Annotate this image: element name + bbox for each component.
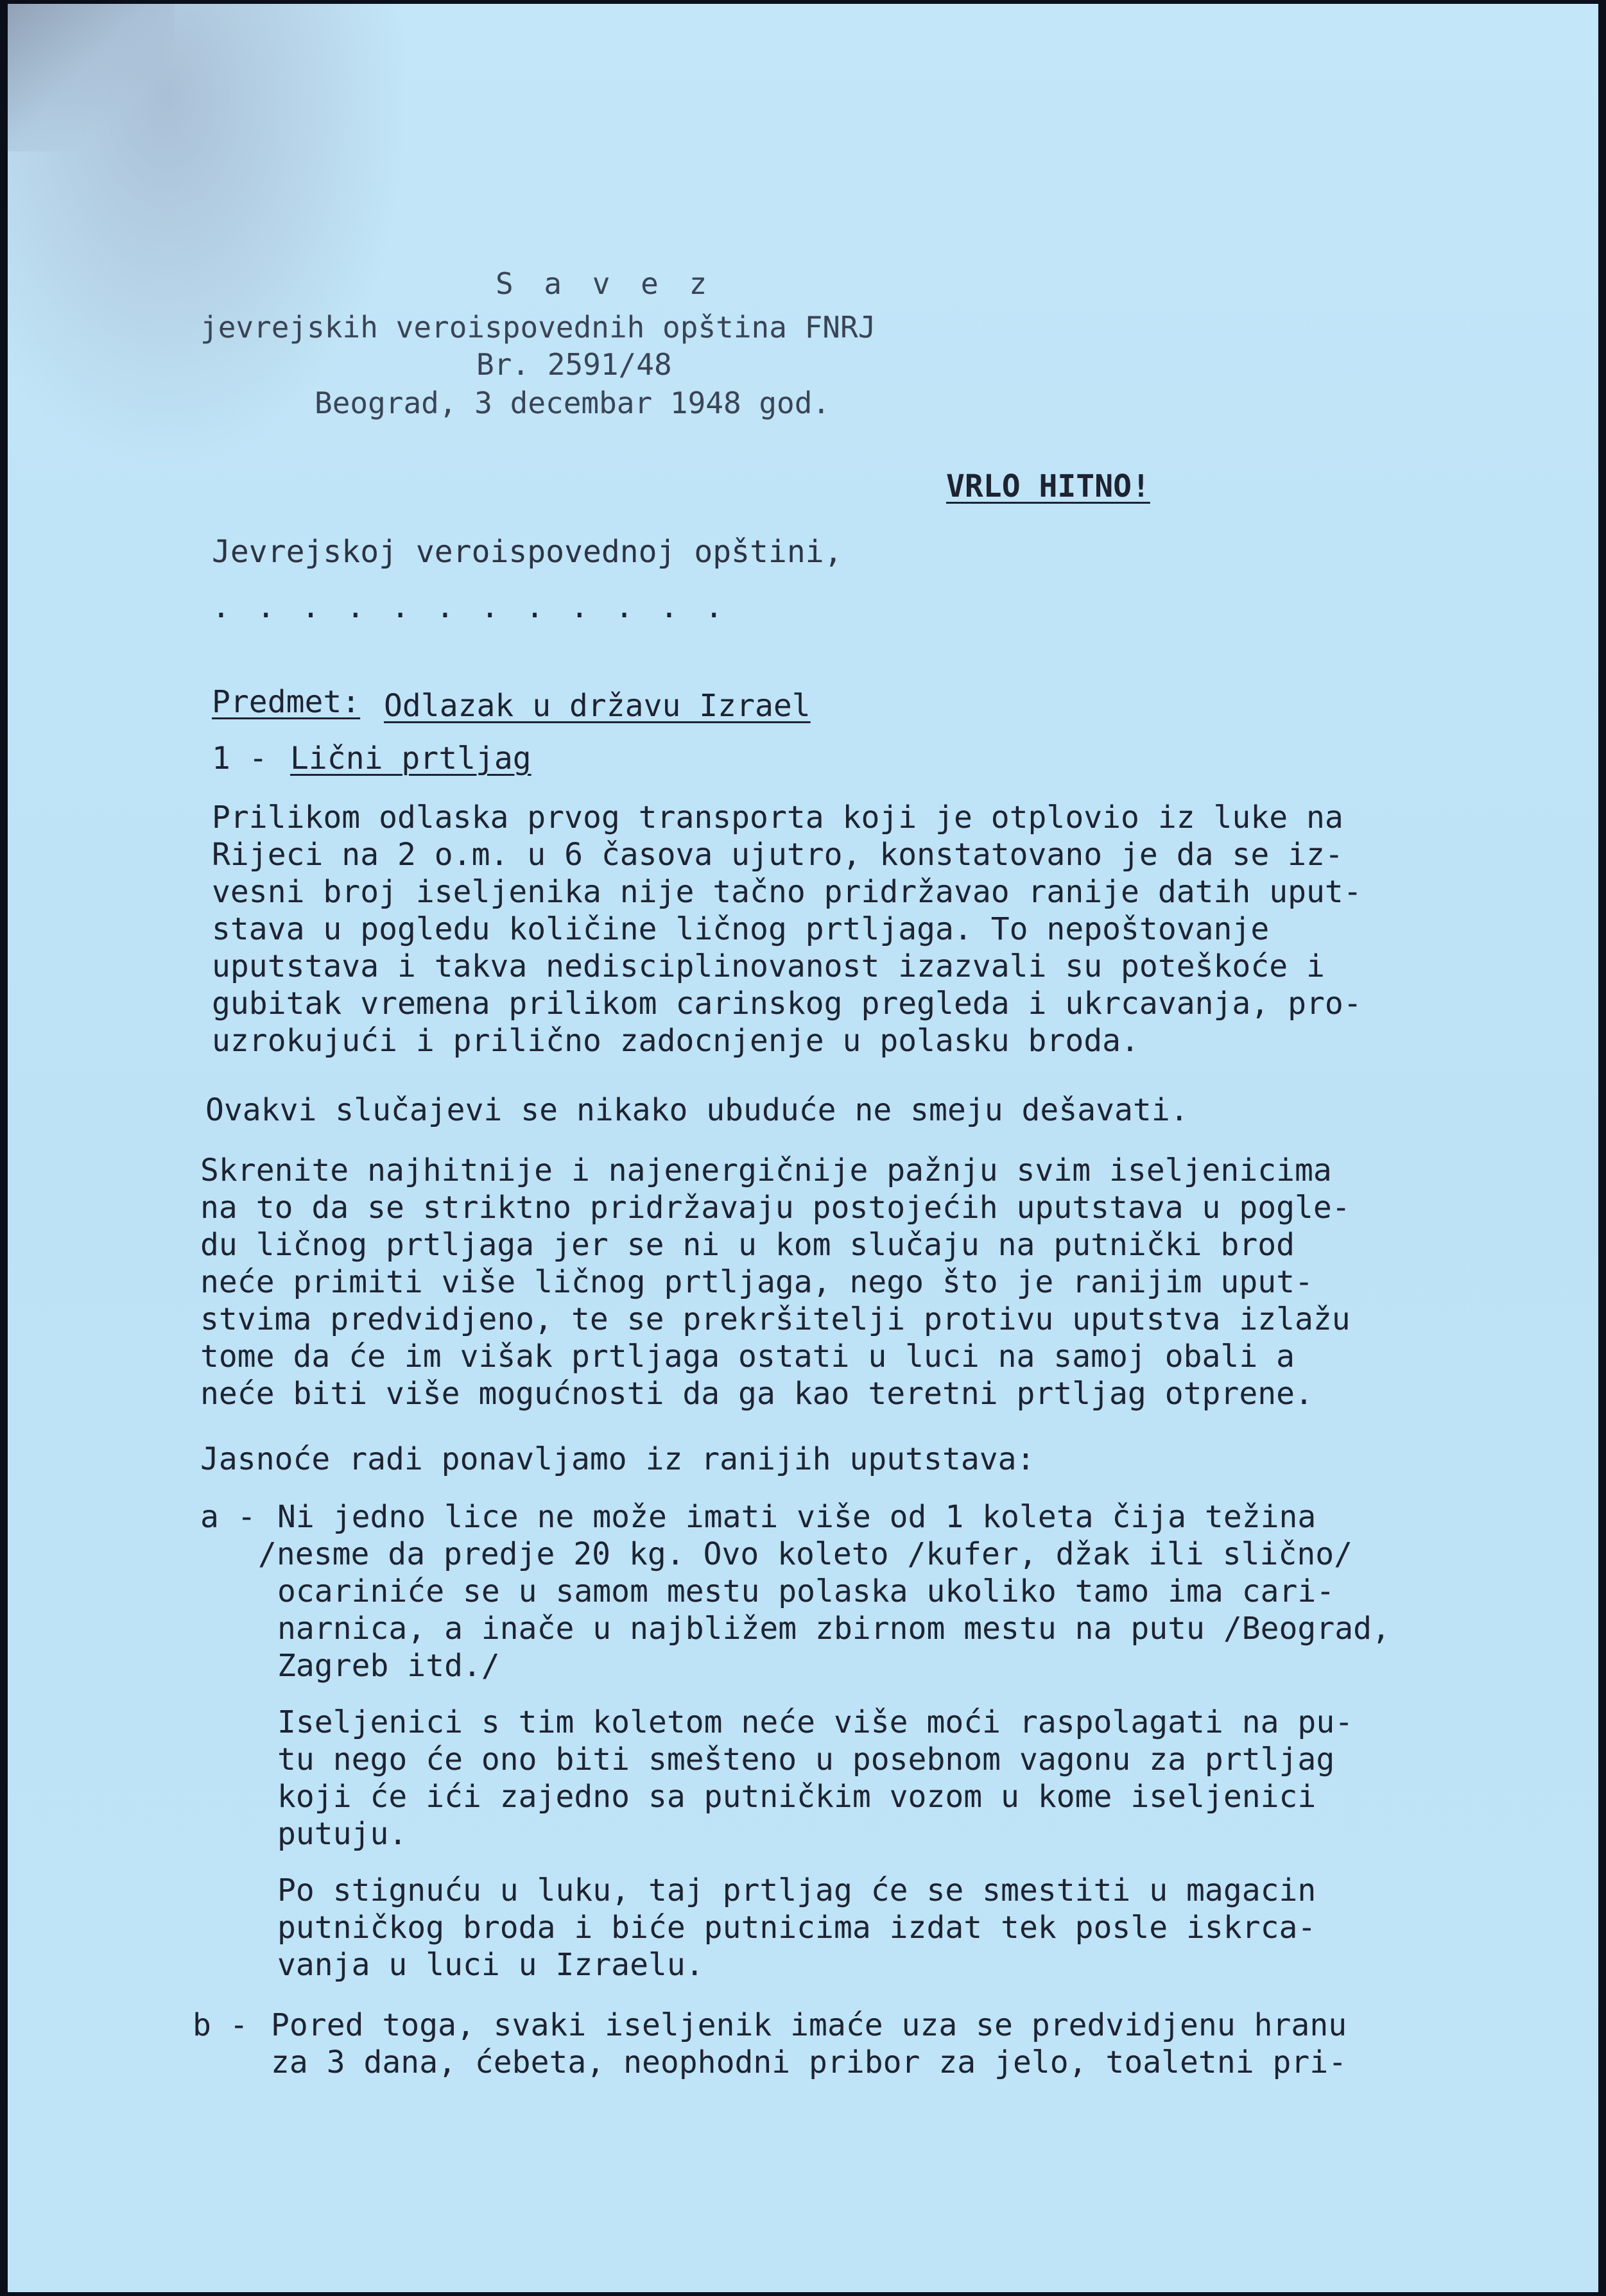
item-a-line: Ni jedno lice ne može imati više od 1 koleta čija težina <box>277 1499 1317 1535</box>
paragraph1-line: vesni broj iseljenika nije tačno pridržavao ranije datih uput- <box>212 874 1362 910</box>
item-a-sub2-line: vanja u luci u Izraelu. <box>277 1947 704 1983</box>
place-and-date: Beograd, 3 decembar 1948 god. <box>315 386 831 420</box>
reference-number: Br. 2591/48 <box>476 347 672 382</box>
item-a-sub1-line: tu nego će ono biti smešteno u posebnom vagonu za prtljag <box>277 1742 1335 1778</box>
paragraph3-line: neće primiti više ličnog prtljaga, nego što je ranijim uput- <box>200 1264 1313 1300</box>
item-a-marker: a - <box>200 1499 256 1535</box>
urgency-mark: VRLO HITNO! <box>946 468 1150 504</box>
paragraph1-line: gubitak vremena prilikom carinskog pregleda i ukrcavanja, pro- <box>212 986 1362 1022</box>
subject-text: Odlazak u državu Izrael <box>384 688 811 724</box>
org-name-line2: jevrejskih veroispovednih opština FNRJ <box>200 310 876 345</box>
paragraph3-line: na to da se striktno pridržavaju postojećih uputstava u pogle- <box>200 1190 1351 1226</box>
subject-label: Predmet: <box>212 684 361 720</box>
item-b-marker: b - <box>193 2007 248 2043</box>
paragraph1-line: Rijeci na 2 o.m. u 6 časova ujutro, konstatovano je da se iz- <box>212 837 1343 873</box>
item-a-sub1-line: koji će ići zajedno sa putničkim vozom u kome iseljenici <box>277 1779 1317 1815</box>
paragraph3-line: tome da će im višak prtljaga ostati u luci na samoj obali a <box>200 1339 1295 1375</box>
paragraph3-line: neće biti više mogućnosti da ga kao teretni prtljag otprene. <box>200 1376 1313 1412</box>
item-a-line: /nesme da predje 20 kg. Ovo koleto /kufer, džak ili slično/ <box>258 1536 1353 1572</box>
item-a-line: ocariniće se u samom mestu polaska ukoliko tamo ima cari- <box>277 1573 1335 1609</box>
recipient-placeholder: . . . . . . . . . . . . <box>212 589 727 625</box>
recipient-line1: Jevrejskoj veroispovednoj opštini, <box>212 534 843 570</box>
section-number: 1 - <box>212 741 268 776</box>
item-a-sub1-line: Iseljenici s tim koletom neće više moći raspolagati na pu- <box>277 1704 1354 1740</box>
paragraph1-line: Prilikom odlaska prvog transporta koji je otplovio iz luke na <box>212 800 1343 835</box>
paragraph2: Ovakvi slučajevi se nikako ubuduće ne smeju dešavati. <box>205 1092 1189 1128</box>
paragraph1-line: uzrokujući i prilično zadocnjenje u polasku broda. <box>212 1023 1139 1059</box>
item-b-line: za 3 dana, ćebeta, neophodni pribor za jelo, toaletni pri- <box>271 2044 1347 2080</box>
paragraph4: Jasnoće radi ponavljamo iz ranijih uputstava: <box>200 1441 1035 1477</box>
folded-corner-shadow <box>8 4 175 151</box>
paragraph3-line: stvima predvidjeno, te se prekršitelji protivu uputstva izlažu <box>200 1301 1351 1337</box>
item-a-line: narnica, a inače u najbližem zbirnom mestu na putu /Beograd, <box>277 1611 1390 1647</box>
paragraph3-line: du ličnog prtljaga jer se ni u kom slučaju na putnički brod <box>200 1227 1295 1263</box>
paragraph1-line: uputstava i takva nedisciplinovanost izazvali su poteškoće i <box>212 948 1325 984</box>
document-page <box>8 4 1598 2292</box>
item-a-sub2-line: putničkog broda i biće putnicima izdat tek posle iskrca- <box>277 1910 1317 1946</box>
paragraph1-line: stava u pogledu količine ličnog prtljaga. To nepoštovanje <box>212 911 1270 947</box>
item-b-line: Pored toga, svaki iseljenik imaće uza se predvidjenu hranu <box>271 2007 1347 2043</box>
section-title: Lični prtljag <box>290 741 531 776</box>
item-a-sub2-line: Po stignuću u luku, taj prtljag će se smestiti u magacin <box>277 1872 1317 1908</box>
paragraph3-line: Skrenite najhitnije i najenergičnije pažnju svim iseljenicima <box>200 1152 1332 1188</box>
item-a-sub1-line: putuju. <box>277 1816 408 1852</box>
item-a-line: Zagreb itd./ <box>277 1648 500 1684</box>
org-name-line1: S a v e z <box>496 266 714 301</box>
